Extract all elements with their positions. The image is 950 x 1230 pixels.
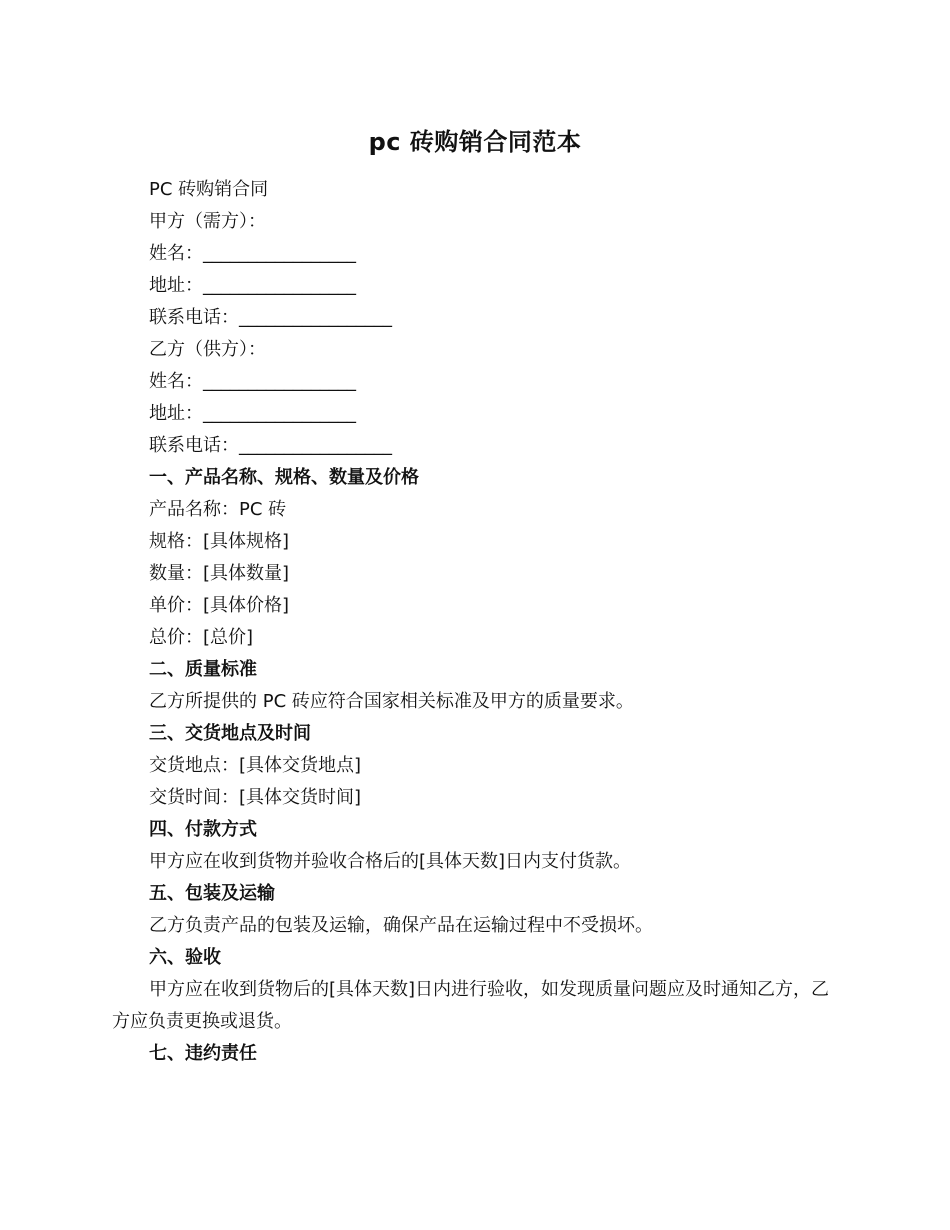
party-a-name-field: 姓名：_________________ — [149, 243, 356, 264]
total-price-line: 总价：[总价] — [149, 627, 254, 648]
spec-line: 规格：[具体规格] — [149, 531, 290, 552]
section-2-heading: 二、质量标准 — [149, 659, 257, 680]
section-6-heading: 六、验收 — [149, 947, 221, 968]
section-4-heading: 四、付款方式 — [149, 819, 257, 840]
party-a-address-field: 地址：_________________ — [149, 275, 356, 296]
quality-standard-text: 乙方所提供的 PC 砖应符合国家相关标准及甲方的质量要求。 — [149, 691, 634, 712]
packaging-text: 乙方负责产品的包装及运输，确保产品在运输过程中不受损坏。 — [149, 915, 653, 936]
party-b-phone-field: 联系电话：_________________ — [149, 435, 392, 456]
party-a-phone-field: 联系电话：_________________ — [149, 307, 392, 328]
party-b-address-field: 地址：_________________ — [149, 403, 356, 424]
section-1-heading: 一、产品名称、规格、数量及价格 — [149, 467, 419, 488]
payment-text: 甲方应在收到货物并验收合格后的[具体天数]日内支付货款。 — [149, 851, 632, 872]
product-name-line: 产品名称：PC 砖 — [149, 499, 287, 520]
acceptance-text: 甲方应在收到货物后的[具体天数]日内进行验收，如发现质量问题应及时通知乙方，乙方应负责更换或退货。 — [112, 979, 830, 1032]
delivery-time-line: 交货时间：[具体交货时间] — [149, 787, 362, 808]
document-body — [112, 174, 832, 1070]
party-b-label: 乙方（供方）： — [149, 339, 266, 360]
party-b-name-field: 姓名：_________________ — [149, 371, 356, 392]
section-7-heading: 七、违约责任 — [149, 1043, 257, 1064]
section-5-heading: 五、包装及运输 — [149, 883, 275, 904]
party-a-label: 甲方（需方）： — [149, 211, 266, 232]
quantity-line: 数量：[具体数量] — [149, 563, 290, 584]
delivery-location-line: 交货地点：[具体交货地点] — [149, 755, 362, 776]
document-title: pc 砖购销合同范本 — [368, 128, 582, 156]
unit-price-line: 单价：[具体价格] — [149, 595, 290, 616]
section-3-heading: 三、交货地点及时间 — [149, 723, 311, 744]
contract-name: PC 砖购销合同 — [149, 179, 269, 200]
